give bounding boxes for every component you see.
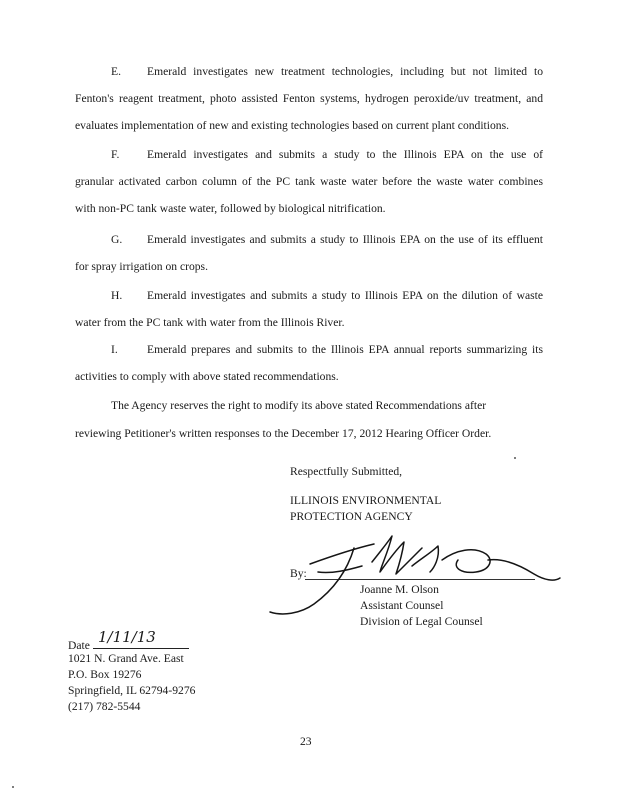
signer-name: Joanne M. Olson bbox=[360, 583, 439, 596]
address-phone: (217) 782-5544 bbox=[68, 700, 141, 713]
paragraph-line: evaluates implementation of new and existing technologies based on current plant conditions. bbox=[75, 119, 510, 132]
paragraph-line: Emerald investigates and submits a study to Illinois EPA on the dilution of waste bbox=[147, 289, 543, 302]
address-city: Springfield, IL 62794-9276 bbox=[68, 684, 196, 697]
paragraph-line: Emerald investigates and submits a study to Illinois EPA on the use of its effluent bbox=[147, 233, 543, 246]
page-number: 23 bbox=[300, 735, 312, 748]
recommendation-label: F. bbox=[111, 148, 120, 161]
agency-name-line-1: ILLINOIS ENVIRONMENTAL bbox=[290, 494, 442, 507]
paragraph-line: Emerald investigates and submits a study to the Illinois EPA on the use of bbox=[147, 148, 543, 161]
by-label: By: bbox=[290, 567, 307, 580]
signer-title: Assistant Counsel bbox=[360, 599, 444, 612]
paragraph-line: granular activated carbon column of the PC tank waste water before the waste water combines bbox=[75, 175, 543, 188]
scan-speck bbox=[514, 457, 516, 459]
closing-line-2: reviewing Petitioner's written responses to the December 17, 2012 Hearing Officer Order. bbox=[75, 427, 492, 440]
paragraph-line: activities to comply with above stated recommendations. bbox=[75, 370, 339, 383]
recommendation-e bbox=[75, 58, 543, 139]
closing-line-1: The Agency reserves the right to modify its above stated Recommendations after bbox=[111, 399, 487, 412]
paragraph-line: with non-PC tank waste water, followed by biological nitrification. bbox=[75, 202, 386, 215]
recommendation-label: E. bbox=[111, 65, 121, 78]
recommendation-label: G. bbox=[111, 233, 123, 246]
scan-speck bbox=[12, 786, 14, 788]
agency-name-line-2: PROTECTION AGENCY bbox=[290, 510, 413, 523]
paragraph-line: Emerald investigates new treatment technologies, including but not limited to bbox=[147, 65, 543, 78]
recommendation-g bbox=[75, 226, 543, 280]
recommendation-h bbox=[75, 282, 543, 336]
handwritten-date: 1/11/13 bbox=[98, 628, 156, 646]
paragraph-line: Emerald prepares and submits to the Illinois EPA annual reports summarizing its bbox=[147, 343, 543, 356]
recommendation-label: I. bbox=[111, 343, 118, 356]
paragraph-line: Fenton's reagent treatment, photo assisted Fenton systems, hydrogen peroxide/uv treatment, and bbox=[75, 92, 543, 105]
recommendation-label: H. bbox=[111, 289, 123, 302]
paragraph-line: water from the PC tank with water from the Illinois River. bbox=[75, 316, 345, 329]
signer-division: Division of Legal Counsel bbox=[360, 615, 483, 628]
paragraph-line: for spray irrigation on crops. bbox=[75, 260, 208, 273]
address-po-box: P.O. Box 19276 bbox=[68, 668, 142, 681]
address-street: 1021 N. Grand Ave. East bbox=[68, 652, 184, 665]
recommendation-f bbox=[75, 141, 543, 222]
recommendation-i bbox=[75, 336, 543, 390]
date-label: Date bbox=[68, 639, 90, 652]
respectfully-submitted: Respectfully Submitted, bbox=[290, 465, 403, 478]
